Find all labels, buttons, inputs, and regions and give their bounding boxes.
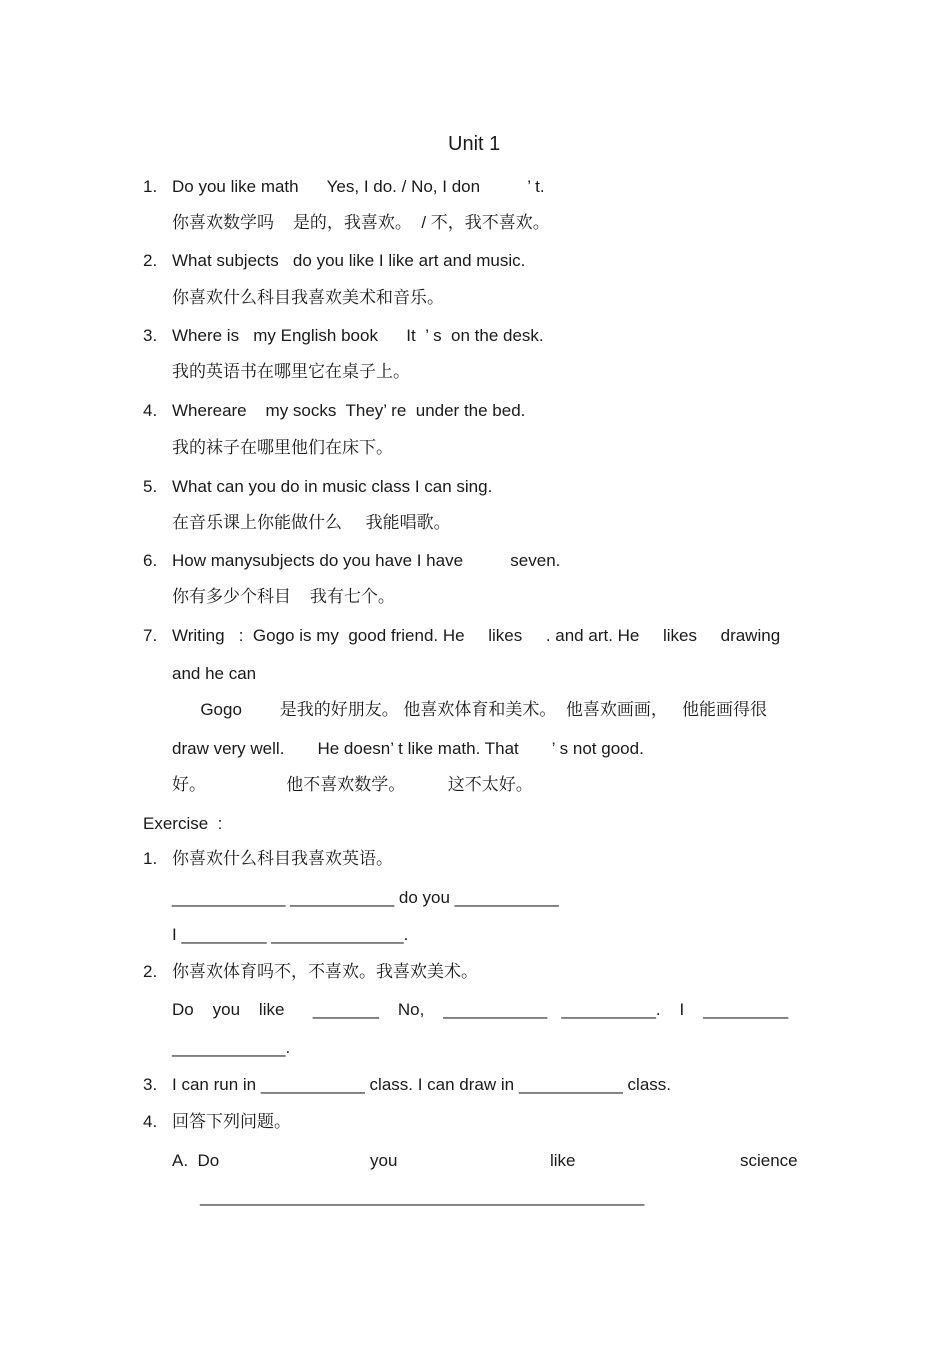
- item-chinese: 在音乐课上你能做什么 我能唱歌。: [172, 513, 451, 532]
- item-english: Do you like math Yes, I do. / No, I don ’ t.: [172, 177, 545, 196]
- writing-line: and he can: [172, 664, 257, 683]
- exercise-number: 3.: [143, 1075, 158, 1094]
- item-number: 1.: [143, 177, 158, 196]
- item-number: 4.: [143, 401, 158, 420]
- item-english: What can you do in music class I can sing.: [172, 477, 493, 496]
- exercise-number: 2.: [143, 962, 158, 981]
- item-number: 3.: [143, 326, 158, 345]
- item-chinese: 你喜欢什么科目我喜欢美术和音乐。: [172, 288, 444, 307]
- item-number: 5.: [143, 477, 158, 496]
- exercise-number: 1.: [143, 849, 158, 868]
- page-title: Unit 1: [448, 133, 501, 155]
- exercise-prompt: 你喜欢体育吗不，不喜欢。我喜欢美术。: [172, 962, 478, 981]
- question-a-word: like: [550, 1151, 576, 1170]
- item-number: 2.: [143, 251, 158, 270]
- item-chinese: 你喜欢数学吗 是的，我喜欢。 / 不，我不喜欢。: [172, 213, 550, 232]
- exercise-blank-line[interactable]: I _________ ______________.: [172, 925, 409, 944]
- item-english: What subjects do you like I like art and music.: [172, 251, 526, 270]
- exercise-blank-line[interactable]: Do you like _______ No, ___________ __________. I _________: [172, 1000, 789, 1019]
- question-a-label: A. Do: [172, 1151, 220, 1170]
- exercise-blank-line[interactable]: I can run in ___________ class. I can draw in ___________ class.: [172, 1075, 672, 1094]
- writing-chinese-line: 好。 他不喜欢数学。 这不太好。: [172, 775, 533, 794]
- exercise-blank-line[interactable]: ____________.: [172, 1038, 291, 1057]
- writing-line: Writing : Gogo is my good friend. He likes . and art. He likes drawing: [172, 626, 781, 645]
- item-number: 6.: [143, 551, 158, 570]
- item-chinese: 你有多少个科目 我有七个。: [172, 587, 395, 606]
- exercise-number: 4.: [143, 1112, 158, 1131]
- exercise-prompt: 回答下列问题。: [172, 1112, 291, 1131]
- item-english: How manysubjects do you have I have seven.: [172, 551, 561, 570]
- writing-number: 7.: [143, 626, 158, 645]
- item-english: Where is my English book It ’ s on the desk.: [172, 326, 544, 345]
- answer-blank-line[interactable]: _______________________________________________: [200, 1187, 645, 1206]
- exercise-prompt: 你喜欢什么科目我喜欢英语。: [172, 849, 393, 868]
- question-a-word: science: [740, 1151, 798, 1170]
- item-chinese: 我的英语书在哪里它在桌子上。: [172, 362, 410, 381]
- item-english: Whereare my socks They’ re under the bed.: [172, 401, 526, 420]
- writing-chinese-line: Gogo 是我的好朋友。 他喜欢体育和美术。 他喜欢画画， 他能画得很: [172, 700, 768, 719]
- exercise-heading: Exercise :: [143, 814, 223, 833]
- exercise-blank-line[interactable]: ____________ ___________ do you ___________: [172, 888, 559, 907]
- item-chinese: 我的袜子在哪里他们在床下。: [172, 438, 393, 457]
- writing-line: draw very well. He doesn’ t like math. That ’ s not good.: [172, 739, 644, 758]
- question-a-word: you: [370, 1151, 398, 1170]
